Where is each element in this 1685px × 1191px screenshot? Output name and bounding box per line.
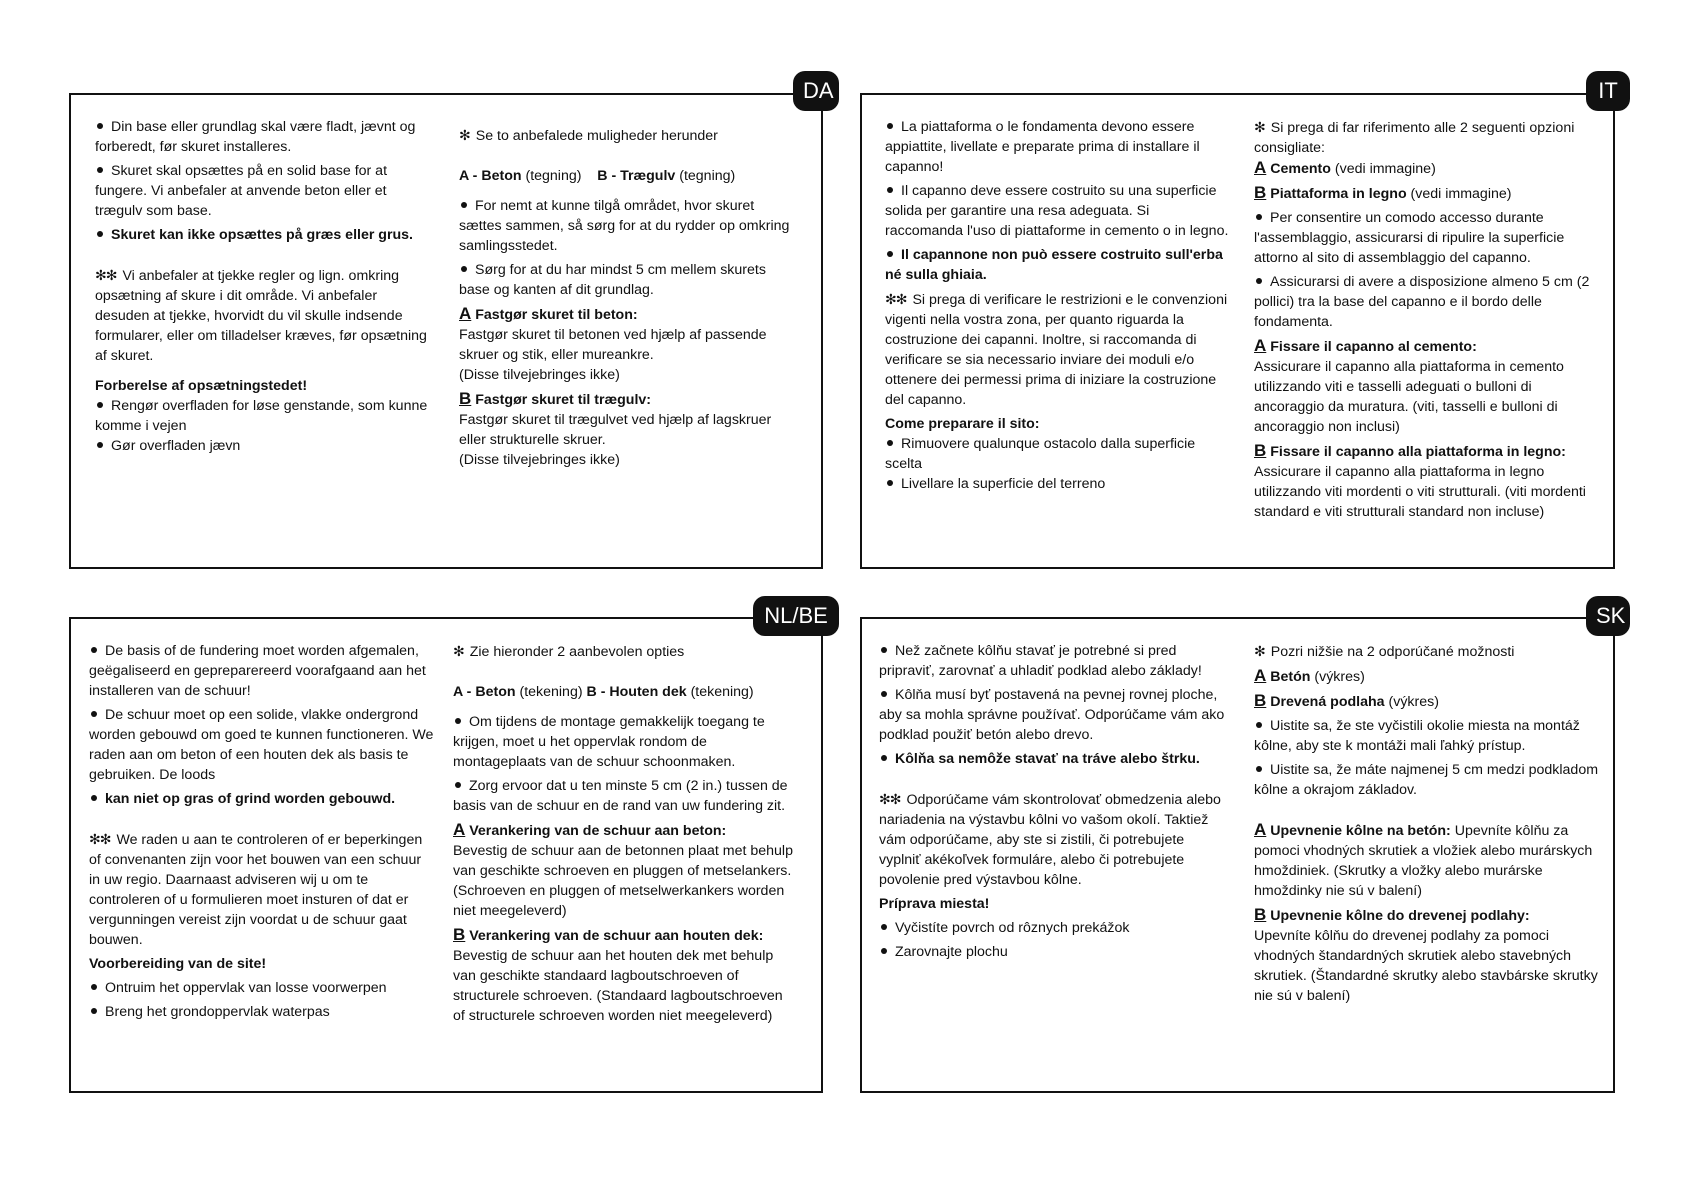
it-warning: Il capannone non può essere costruito sull'erba né sulla ghiaia. <box>885 247 1223 283</box>
bullet-icon <box>887 440 893 446</box>
it-text: Assicurare il capanno alla piattaforma in legno utilizzando viti mordenti o viti strutturali. (viti mordenti standard e viti strutturali standard non incluse) <box>1254 464 1586 520</box>
double-asterisk-icon: ✻✻ <box>879 791 901 807</box>
da-text: Skuret skal opsættes på en solid base for at fungere. Vi anbefaler at anvende beton eller et trægulv som base. <box>95 163 388 219</box>
it-option-a-note: (vedi immagine) <box>1330 161 1436 177</box>
da-note: (Disse tilvejebringes ikke) <box>459 452 620 468</box>
it-heading-a: Fissare il capanno al cemento: <box>1270 339 1477 355</box>
da-text: Fastgør skuret til trægulvet ved hjælp af lagskruer eller strukturelle skruer. <box>459 412 772 448</box>
da-text: Rengør overfladen for løse genstande, som kunne komme i vejen <box>95 398 428 434</box>
sk-option-a: Betón <box>1270 669 1311 685</box>
it-letter-a: A <box>1254 336 1267 355</box>
sk-text: Upevníte kôlňu do drevenej podlahy za pomoci vhodných štandardných skrutiek alebo stavebných skrutiek. (Štandardné skrutky alebo stavbárske skrutky nie sú v balení) <box>1254 928 1598 1004</box>
nl-letter-a: A <box>453 820 466 839</box>
da-text: Din base eller grundlag skal være fladt, jævnt og forberedt, før skuret installeres. <box>95 119 416 155</box>
it-right-column <box>1254 117 1604 522</box>
sk-text: Uistite sa, že máte najmenej 5 cm medzi podkladom kôlne a okrajom základov. <box>1254 762 1599 798</box>
it-intro: Si prega di far riferimento alle 2 seguenti opzioni consigliate: <box>1254 120 1575 156</box>
nl-text: Breng het grondoppervlak waterpas <box>105 1004 330 1020</box>
nl-prep-heading: Voorbereiding van de site! <box>89 956 267 972</box>
da-left-column <box>95 117 430 456</box>
it-text: La piattaforma o le fondamenta devono essere appiattite, livellate e preparate prima di installare il capanno! <box>885 119 1200 175</box>
nl-option-b: B - Houten dek <box>586 684 687 700</box>
da-note: (Disse tilvejebringes ikke) <box>459 367 620 383</box>
sk-text: Vyčistíte povrch od rôznych prekážok <box>895 920 1130 936</box>
nl-text: Zorg ervoor dat u ten minste 5 cm (2 in.) tussen de basis van de schuur en de rand van uw fundering zit. <box>453 778 788 814</box>
bullet-icon <box>887 480 893 486</box>
da-text: For nemt at kunne tilgå området, hvor skuret sættes sammen, så sørg for at du rydder op omkring samlingsstedet. <box>459 198 790 254</box>
da-right-column <box>459 125 794 470</box>
it-left-column <box>885 117 1230 494</box>
da-letter-b: B <box>459 389 472 408</box>
it-letter-a: A <box>1254 158 1267 177</box>
double-asterisk-icon: ✻✻ <box>95 267 117 283</box>
bullet-icon <box>881 948 887 954</box>
sk-letter-a: A <box>1254 666 1267 685</box>
bullet-icon <box>97 123 103 129</box>
nl-letter-b: B <box>453 925 466 944</box>
it-text: Si prega di verificare le restrizioni e le convenzioni vigenti nella vostra zona, per quanto riguarda la costruzione dei capanni. Inoltre, si raccomanda di verificare se sia necessario inviare dei moduli e/o ottenere dei permessi prima di iniziare la costruzione del capanno. <box>885 292 1228 408</box>
it-prep-heading: Come preparare il sito: <box>885 416 1040 432</box>
bullet-icon <box>97 231 103 237</box>
da-option-a: A - Beton <box>459 168 522 184</box>
da-text: Fastgør skuret til betonen ved hjælp af passende skruer og stik, eller mureankre. <box>459 327 767 363</box>
bullet-icon <box>91 1008 97 1014</box>
da-option-a-note: (tegning) <box>521 168 582 184</box>
bullet-icon <box>91 795 97 801</box>
sk-letter-a: A <box>1254 820 1267 839</box>
nl-option-a-note: (tekening) <box>515 684 587 700</box>
it-option-b-note: (vedi immagine) <box>1406 186 1512 202</box>
it-heading-b: Fissare il capanno alla piattaforma in legno: <box>1270 444 1566 460</box>
bullet-icon <box>1256 278 1262 284</box>
sk-text: Odporúčame vám skontrolovať obmedzenia alebo nariadenia na výstavbu kôlni vo vašom okolí. Taktiež vám odporúčame, aby ste si zistili, či potrebujete vyplniť akékoľvek formuláre, alebo či potrebujete povolenie pred výstavbou kôlne. <box>879 792 1221 888</box>
it-letter-b: B <box>1254 183 1267 202</box>
bullet-icon <box>1256 722 1262 728</box>
bullet-icon <box>887 251 893 257</box>
bullet-icon <box>455 782 461 788</box>
asterisk-icon: ✻ <box>1254 119 1265 135</box>
double-asterisk-icon: ✻✻ <box>89 831 111 847</box>
it-text: Il capanno deve essere costruito su una superficie solida per garantire una resa adeguata. Si raccomanda l'uso di piattaforme in cemento o in legno. <box>885 183 1229 239</box>
it-text: Assicurare il capanno alla piattaforma in cemento utilizzando viti e tasselli adeguati o bulloni di ancoraggio da muratura. (viti, tasselli e bulloni di ancoraggio non inclusi) <box>1254 359 1564 435</box>
nl-heading-a: Verankering van de schuur aan beton: <box>469 823 727 839</box>
it-text: Rimuovere qualunque ostacolo dalla superficie scelta <box>885 436 1196 472</box>
nl-option-b-note: (tekening) <box>686 684 754 700</box>
bullet-icon <box>91 647 97 653</box>
bullet-icon <box>887 187 893 193</box>
sk-prep-heading: Príprava miesta! <box>879 896 990 912</box>
language-tag-nl: NL/BE <box>753 596 839 636</box>
sk-letter-b: B <box>1254 905 1267 924</box>
sk-heading-b: Upevnenie kôlne do drevenej podlahy: <box>1270 908 1530 924</box>
nl-intro: Zie hieronder 2 aanbevolen opties <box>469 644 685 660</box>
sk-text: Upevníte kôlňu za pomoci vhodných skrutiek a vložiek alebo murárskych hmoždiniek. (Skrutky a vložky alebo murárske hmoždinky nie sú v balení) <box>1254 823 1593 899</box>
asterisk-icon: ✻ <box>1254 643 1265 659</box>
bullet-icon <box>1256 214 1262 220</box>
sk-right-column <box>1254 641 1604 1006</box>
bullet-icon <box>97 402 103 408</box>
nl-text: De schuur moet op een solide, vlakke ondergrond worden gebouwd om goed te kunnen functioneren. We raden aan om beton of een houten dek als basis te gebruiken. De loods <box>89 707 434 783</box>
it-text: Livellare la superficie del terreno <box>901 476 1106 492</box>
da-option-b: B - Trægulv <box>597 168 676 184</box>
da-prep-heading: Forberelse af opsætningstedet! <box>95 378 308 394</box>
bullet-icon <box>461 266 467 272</box>
language-tag-it: IT <box>1586 71 1630 111</box>
nl-text: Bevestig de schuur aan het houten dek met behulp van geschikte standaard lagboutschroeven of structurele schroeven. (Standaard lagboutschroeven of structurele schroeven worden niet meegeleverd) <box>453 948 783 1024</box>
it-option-b: Piattaforma in legno <box>1270 186 1407 202</box>
bullet-icon <box>881 924 887 930</box>
da-heading-a: Fastgør skuret til beton: <box>475 307 638 323</box>
bullet-icon <box>455 718 461 724</box>
nl-right-column <box>453 641 793 1026</box>
sk-option-b: Drevená podlaha <box>1270 694 1385 710</box>
it-letter-b: B <box>1254 441 1267 460</box>
sk-warning: Kôlňa sa nemôže stavať na tráve alebo štrku. <box>895 751 1200 767</box>
bullet-icon <box>881 691 887 697</box>
bullet-icon <box>887 123 893 129</box>
sk-option-a-note: (výkres) <box>1310 669 1365 685</box>
bullet-icon <box>97 167 103 173</box>
bullet-icon <box>91 984 97 990</box>
bullet-icon <box>881 647 887 653</box>
sk-letter-b: B <box>1254 691 1267 710</box>
da-text: Gør overfladen jævn <box>111 438 241 454</box>
nl-heading-b: Verankering van de schuur aan houten dek: <box>469 928 764 944</box>
da-warning: Skuret kan ikke opsættes på græs eller grus. <box>111 227 413 243</box>
language-tag-da: DA <box>793 71 839 111</box>
bullet-icon <box>1256 766 1262 772</box>
sk-intro: Pozri nižšie na 2 odporúčané možnosti <box>1270 644 1515 660</box>
sk-option-b-note: (výkres) <box>1384 694 1439 710</box>
nl-text: Bevestig de schuur aan de betonnen plaat met behulp van geschikte schroeven en pluggen of metselankers. (Schroeven en pluggen of metselwerkankers worden niet meegeleverd) <box>453 843 793 919</box>
da-intro: Se to anbefalede muligheder herunder <box>475 128 718 144</box>
language-tag-sk: SK <box>1586 596 1630 636</box>
sk-text: Kôlňa musí byť postavená na pevnej rovnej ploche, aby sa mohla správne používať. Odporúčame vám ako podklad použiť betón alebo drevo. <box>879 687 1225 743</box>
bullet-icon <box>91 711 97 717</box>
nl-text: De basis of de fundering moet worden afgemalen, geëgaliseerd en gepreparereerd voorafgaand aan het installeren van de schuur! <box>89 643 426 699</box>
da-text: Sørg for at du har mindst 5 cm mellem skurets base og kanten af dit grundlag. <box>459 262 766 298</box>
bullet-icon <box>97 442 103 448</box>
nl-warning: kan niet op gras of grind worden gebouwd. <box>105 791 396 807</box>
da-option-b-note: (tegning) <box>675 168 736 184</box>
nl-text: Om tijdens de montage gemakkelijk toegang te krijgen, moet u het oppervlak rondom de montageplaats van de schuur schoonmaken. <box>453 714 765 770</box>
sk-text: Uistite sa, že ste vyčistili okolie miesta na montáž kôlne, aby ste k montáži mali ľahký prístup. <box>1254 718 1580 754</box>
it-text: Per consentire un comodo accesso durante l'assemblaggio, assicurarsi di ripulire la superficie attorno al sito di assemblaggio del capanno. <box>1254 210 1565 266</box>
double-asterisk-icon: ✻✻ <box>885 291 907 307</box>
sk-heading-a: Upevnenie kôlne na betón: <box>1270 823 1451 839</box>
asterisk-icon: ✻ <box>459 127 470 143</box>
bullet-icon <box>461 202 467 208</box>
it-text: Assicurarsi di avere a disposizione almeno 5 cm (2 pollici) tra la base del capanno e il bordo delle fondamenta. <box>1254 274 1590 330</box>
nl-left-column <box>89 641 434 1022</box>
da-heading-b: Fastgør skuret til trægulv: <box>475 392 652 408</box>
asterisk-icon: ✻ <box>453 643 464 659</box>
da-letter-a: A <box>459 304 472 323</box>
nl-option-a: A - Beton <box>453 684 516 700</box>
nl-text: We raden u aan te controleren of er beperkingen of convenanten zijn voor het bouwen van een schuur in uw regio. Daarnaast adviseren wij u om te controleren of u formulieren moet insturen of dat er vergunningen vereist zijn voordat u de schuur gaat bouwen. <box>89 832 423 948</box>
bullet-icon <box>881 755 887 761</box>
sk-left-column <box>879 641 1229 962</box>
da-text: Vi anbefaler at tjekke regler og lign. omkring opsætning af skure i dit område. Vi anbefaler desuden at tjekke, hvorvidt du vil skulle indsende formularer, eller om tilladelser kræves, før opsætning af skuret. <box>95 268 427 364</box>
sk-text: Zarovnajte plochu <box>895 944 1008 960</box>
sk-text: Než začnete kôlňu stavať je potrebné si pred pripraviť, zarovnať a uhladiť podklad alebo základy! <box>879 643 1202 679</box>
nl-text: Ontruim het oppervlak van losse voorwerpen <box>105 980 387 996</box>
it-option-a: Cemento <box>1270 161 1331 177</box>
